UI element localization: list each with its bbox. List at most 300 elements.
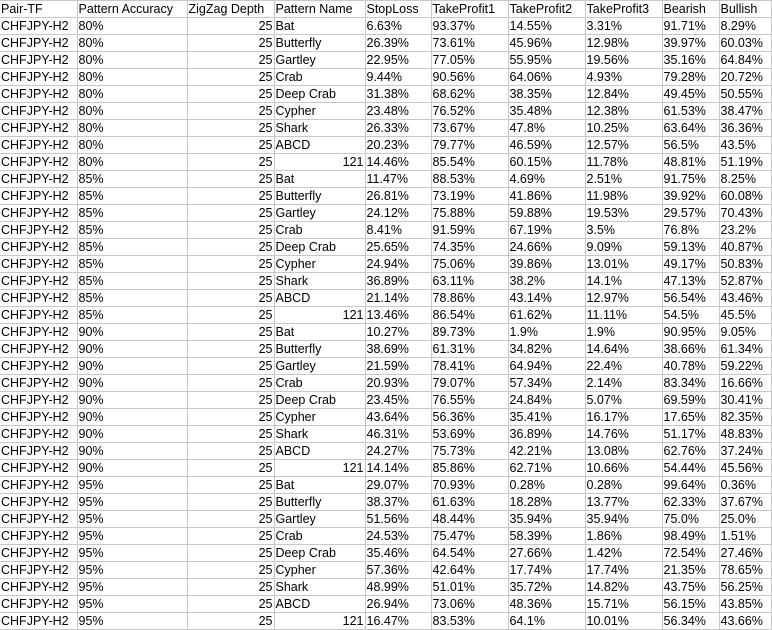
table-cell[interactable]: 8.41% bbox=[365, 222, 431, 239]
table-cell[interactable]: 22.4% bbox=[585, 358, 662, 375]
table-cell[interactable]: 95% bbox=[77, 562, 187, 579]
table-cell[interactable]: 14.1% bbox=[585, 273, 662, 290]
table-cell[interactable]: 25 bbox=[187, 273, 274, 290]
table-cell[interactable]: CHFJPY-H2 bbox=[0, 511, 77, 528]
table-cell[interactable]: 90% bbox=[77, 324, 187, 341]
table-cell[interactable]: 25 bbox=[187, 18, 274, 35]
table-cell[interactable]: 25 bbox=[187, 511, 274, 528]
table-cell[interactable]: 37.67% bbox=[719, 494, 771, 511]
table-cell[interactable]: 80% bbox=[77, 86, 187, 103]
table-cell[interactable]: 59.13% bbox=[662, 239, 719, 256]
table-cell[interactable]: 79.07% bbox=[431, 375, 508, 392]
header-cell-pattern-accuracy[interactable]: Pattern Accuracy bbox=[77, 1, 187, 18]
table-cell[interactable]: 56.34% bbox=[662, 613, 719, 630]
table-cell[interactable]: 24.27% bbox=[365, 443, 431, 460]
table-cell[interactable]: 12.97% bbox=[585, 290, 662, 307]
table-cell[interactable]: 43.14% bbox=[508, 290, 585, 307]
table-cell[interactable]: 23.48% bbox=[365, 103, 431, 120]
table-cell[interactable]: 85.86% bbox=[431, 460, 508, 477]
table-cell[interactable]: 25 bbox=[187, 35, 274, 52]
table-cell[interactable]: 39.86% bbox=[508, 256, 585, 273]
table-cell[interactable]: 61.31% bbox=[431, 341, 508, 358]
table-cell[interactable]: CHFJPY-H2 bbox=[0, 545, 77, 562]
header-cell-pair-tf[interactable]: Pair-TF bbox=[0, 1, 77, 18]
table-cell[interactable]: 73.67% bbox=[431, 120, 508, 137]
table-cell[interactable]: 85% bbox=[77, 256, 187, 273]
table-cell[interactable]: 90% bbox=[77, 443, 187, 460]
table-cell[interactable]: CHFJPY-H2 bbox=[0, 222, 77, 239]
table-cell[interactable]: CHFJPY-H2 bbox=[0, 579, 77, 596]
table-cell[interactable]: 52.87% bbox=[719, 273, 771, 290]
table-cell[interactable]: 90% bbox=[77, 358, 187, 375]
table-cell[interactable]: 2.51% bbox=[585, 171, 662, 188]
table-cell[interactable]: 17.65% bbox=[662, 409, 719, 426]
table-cell[interactable]: 25 bbox=[187, 613, 274, 630]
table-cell[interactable]: 95% bbox=[77, 528, 187, 545]
table-cell[interactable]: Shark bbox=[274, 426, 365, 443]
table-cell[interactable]: 0.36% bbox=[719, 477, 771, 494]
table-cell[interactable]: 26.39% bbox=[365, 35, 431, 52]
table-cell[interactable]: 95% bbox=[77, 545, 187, 562]
table-cell[interactable]: 64.54% bbox=[431, 545, 508, 562]
table-cell[interactable]: 56.54% bbox=[662, 290, 719, 307]
table-cell[interactable]: 20.23% bbox=[365, 137, 431, 154]
table-cell[interactable]: 76.8% bbox=[662, 222, 719, 239]
table-cell[interactable]: 38.37% bbox=[365, 494, 431, 511]
table-cell[interactable]: 48.36% bbox=[508, 596, 585, 613]
table-cell[interactable]: 1.42% bbox=[585, 545, 662, 562]
table-cell[interactable]: 35.48% bbox=[508, 103, 585, 120]
table-cell[interactable]: 11.11% bbox=[585, 307, 662, 324]
table-cell[interactable]: 6.63% bbox=[365, 18, 431, 35]
table-cell[interactable]: 121 bbox=[274, 613, 365, 630]
table-cell[interactable]: 19.53% bbox=[585, 205, 662, 222]
table-cell[interactable]: 98.49% bbox=[662, 528, 719, 545]
table-cell[interactable]: 43.64% bbox=[365, 409, 431, 426]
table-cell[interactable]: 64.84% bbox=[719, 52, 771, 69]
table-cell[interactable]: CHFJPY-H2 bbox=[0, 375, 77, 392]
table-cell[interactable]: 80% bbox=[77, 137, 187, 154]
table-cell[interactable]: 74.35% bbox=[431, 239, 508, 256]
header-cell-pattern-name[interactable]: Pattern Name bbox=[274, 1, 365, 18]
table-cell[interactable]: 64.94% bbox=[508, 358, 585, 375]
table-cell[interactable]: 1.9% bbox=[508, 324, 585, 341]
table-cell[interactable]: 90% bbox=[77, 392, 187, 409]
table-cell[interactable]: 91.59% bbox=[431, 222, 508, 239]
table-cell[interactable]: 78.65% bbox=[719, 562, 771, 579]
table-cell[interactable]: 42.21% bbox=[508, 443, 585, 460]
table-cell[interactable]: 82.35% bbox=[719, 409, 771, 426]
table-cell[interactable]: 9.44% bbox=[365, 69, 431, 86]
table-cell[interactable]: 85% bbox=[77, 239, 187, 256]
table-cell[interactable]: 95% bbox=[77, 477, 187, 494]
table-cell[interactable]: 95% bbox=[77, 613, 187, 630]
table-cell[interactable]: 11.78% bbox=[585, 154, 662, 171]
table-cell[interactable]: 25 bbox=[187, 120, 274, 137]
table-cell[interactable]: 48.99% bbox=[365, 579, 431, 596]
table-cell[interactable]: 12.98% bbox=[585, 35, 662, 52]
table-cell[interactable]: 21.14% bbox=[365, 290, 431, 307]
header-cell-bearish[interactable]: Bearish bbox=[662, 1, 719, 18]
table-cell[interactable]: Shark bbox=[274, 273, 365, 290]
table-cell[interactable]: Cypher bbox=[274, 256, 365, 273]
table-cell[interactable]: CHFJPY-H2 bbox=[0, 171, 77, 188]
table-cell[interactable]: 35.16% bbox=[662, 52, 719, 69]
table-cell[interactable]: 25 bbox=[187, 341, 274, 358]
table-cell[interactable]: 9.05% bbox=[719, 324, 771, 341]
table-cell[interactable]: 36.89% bbox=[365, 273, 431, 290]
table-cell[interactable]: 21.35% bbox=[662, 562, 719, 579]
table-cell[interactable]: 3.31% bbox=[585, 18, 662, 35]
table-cell[interactable]: 15.71% bbox=[585, 596, 662, 613]
table-cell[interactable]: 49.17% bbox=[662, 256, 719, 273]
table-cell[interactable]: 90% bbox=[77, 341, 187, 358]
table-cell[interactable]: Gartley bbox=[274, 205, 365, 222]
table-cell[interactable]: CHFJPY-H2 bbox=[0, 137, 77, 154]
table-cell[interactable]: 27.46% bbox=[719, 545, 771, 562]
table-cell[interactable]: 26.81% bbox=[365, 188, 431, 205]
table-cell[interactable]: 57.34% bbox=[508, 375, 585, 392]
table-cell[interactable]: 76.52% bbox=[431, 103, 508, 120]
table-cell[interactable]: 25 bbox=[187, 188, 274, 205]
table-cell[interactable]: 45.5% bbox=[719, 307, 771, 324]
table-cell[interactable]: 80% bbox=[77, 154, 187, 171]
table-cell[interactable]: Bat bbox=[274, 18, 365, 35]
table-cell[interactable]: 60.08% bbox=[719, 188, 771, 205]
table-cell[interactable]: 22.95% bbox=[365, 52, 431, 69]
table-cell[interactable]: 95% bbox=[77, 511, 187, 528]
table-cell[interactable]: 17.74% bbox=[585, 562, 662, 579]
table-cell[interactable]: 85% bbox=[77, 222, 187, 239]
table-cell[interactable]: 25 bbox=[187, 324, 274, 341]
table-cell[interactable]: 75.06% bbox=[431, 256, 508, 273]
table-cell[interactable]: ABCD bbox=[274, 443, 365, 460]
table-cell[interactable]: 85% bbox=[77, 188, 187, 205]
table-cell[interactable]: 37.24% bbox=[719, 443, 771, 460]
table-cell[interactable]: CHFJPY-H2 bbox=[0, 52, 77, 69]
table-cell[interactable]: 75.88% bbox=[431, 205, 508, 222]
table-cell[interactable]: Crab bbox=[274, 375, 365, 392]
table-cell[interactable]: 43.46% bbox=[719, 290, 771, 307]
table-cell[interactable]: 67.19% bbox=[508, 222, 585, 239]
table-cell[interactable]: 25 bbox=[187, 239, 274, 256]
table-cell[interactable]: 9.09% bbox=[585, 239, 662, 256]
table-cell[interactable]: 56.5% bbox=[662, 137, 719, 154]
table-cell[interactable]: 77.05% bbox=[431, 52, 508, 69]
table-cell[interactable]: 17.74% bbox=[508, 562, 585, 579]
table-cell[interactable]: ABCD bbox=[274, 137, 365, 154]
table-cell[interactable]: 38.47% bbox=[719, 103, 771, 120]
table-cell[interactable]: 24.94% bbox=[365, 256, 431, 273]
table-cell[interactable]: 50.83% bbox=[719, 256, 771, 273]
table-cell[interactable]: 10.25% bbox=[585, 120, 662, 137]
table-cell[interactable]: 121 bbox=[274, 307, 365, 324]
table-cell[interactable]: 95% bbox=[77, 596, 187, 613]
table-cell[interactable]: 24.66% bbox=[508, 239, 585, 256]
table-cell[interactable]: 25 bbox=[187, 256, 274, 273]
table-cell[interactable]: 29.57% bbox=[662, 205, 719, 222]
table-cell[interactable]: 85% bbox=[77, 290, 187, 307]
table-cell[interactable]: 4.69% bbox=[508, 171, 585, 188]
table-cell[interactable]: Gartley bbox=[274, 358, 365, 375]
table-cell[interactable]: 25 bbox=[187, 171, 274, 188]
table-cell[interactable]: 25 bbox=[187, 460, 274, 477]
table-cell[interactable]: 27.66% bbox=[508, 545, 585, 562]
table-cell[interactable]: CHFJPY-H2 bbox=[0, 35, 77, 52]
table-cell[interactable]: 25.0% bbox=[719, 511, 771, 528]
table-cell[interactable]: ABCD bbox=[274, 290, 365, 307]
table-cell[interactable]: 55.95% bbox=[508, 52, 585, 69]
table-cell[interactable]: CHFJPY-H2 bbox=[0, 290, 77, 307]
table-cell[interactable]: 78.86% bbox=[431, 290, 508, 307]
table-cell[interactable]: 25 bbox=[187, 358, 274, 375]
header-cell-bullish[interactable]: Bullish bbox=[719, 1, 771, 18]
table-cell[interactable]: 13.01% bbox=[585, 256, 662, 273]
table-cell[interactable]: 10.66% bbox=[585, 460, 662, 477]
table-cell[interactable]: 49.45% bbox=[662, 86, 719, 103]
table-cell[interactable]: 38.2% bbox=[508, 273, 585, 290]
table-cell[interactable]: 85% bbox=[77, 171, 187, 188]
table-cell[interactable]: 40.87% bbox=[719, 239, 771, 256]
table-cell[interactable]: 58.39% bbox=[508, 528, 585, 545]
table-cell[interactable]: 1.9% bbox=[585, 324, 662, 341]
table-cell[interactable]: 1.86% bbox=[585, 528, 662, 545]
table-cell[interactable]: 121 bbox=[274, 460, 365, 477]
header-cell-stoploss[interactable]: StopLoss bbox=[365, 1, 431, 18]
table-cell[interactable]: 18.28% bbox=[508, 494, 585, 511]
table-cell[interactable]: 14.76% bbox=[585, 426, 662, 443]
table-cell[interactable]: 70.43% bbox=[719, 205, 771, 222]
table-cell[interactable]: 25 bbox=[187, 375, 274, 392]
table-cell[interactable]: 25 bbox=[187, 222, 274, 239]
header-cell-takeprofit1[interactable]: TakeProfit1 bbox=[431, 1, 508, 18]
table-cell[interactable]: 43.75% bbox=[662, 579, 719, 596]
table-cell[interactable]: 72.54% bbox=[662, 545, 719, 562]
table-cell[interactable]: 13.46% bbox=[365, 307, 431, 324]
table-cell[interactable]: CHFJPY-H2 bbox=[0, 273, 77, 290]
table-cell[interactable]: Gartley bbox=[274, 511, 365, 528]
table-cell[interactable]: 80% bbox=[77, 52, 187, 69]
table-cell[interactable]: 19.56% bbox=[585, 52, 662, 69]
table-cell[interactable]: 14.46% bbox=[365, 154, 431, 171]
table-cell[interactable]: 89.73% bbox=[431, 324, 508, 341]
table-cell[interactable]: CHFJPY-H2 bbox=[0, 562, 77, 579]
table-cell[interactable]: 39.92% bbox=[662, 188, 719, 205]
table-cell[interactable]: CHFJPY-H2 bbox=[0, 239, 77, 256]
table-cell[interactable]: 80% bbox=[77, 69, 187, 86]
table-cell[interactable]: Deep Crab bbox=[274, 392, 365, 409]
table-cell[interactable]: CHFJPY-H2 bbox=[0, 409, 77, 426]
table-cell[interactable]: 61.62% bbox=[508, 307, 585, 324]
table-cell[interactable]: Bat bbox=[274, 477, 365, 494]
table-cell[interactable]: 56.15% bbox=[662, 596, 719, 613]
table-cell[interactable]: 16.17% bbox=[585, 409, 662, 426]
table-cell[interactable]: ABCD bbox=[274, 596, 365, 613]
table-cell[interactable]: 25 bbox=[187, 562, 274, 579]
table-cell[interactable]: 90% bbox=[77, 375, 187, 392]
table-cell[interactable]: 16.47% bbox=[365, 613, 431, 630]
table-cell[interactable]: 68.62% bbox=[431, 86, 508, 103]
table-cell[interactable]: 25 bbox=[187, 154, 274, 171]
table-cell[interactable]: 20.93% bbox=[365, 375, 431, 392]
table-cell[interactable]: 2.14% bbox=[585, 375, 662, 392]
table-cell[interactable]: 73.06% bbox=[431, 596, 508, 613]
table-cell[interactable]: 51.19% bbox=[719, 154, 771, 171]
table-cell[interactable]: 83.34% bbox=[662, 375, 719, 392]
table-cell[interactable]: 91.71% bbox=[662, 18, 719, 35]
table-cell[interactable]: 25 bbox=[187, 596, 274, 613]
table-cell[interactable]: 85% bbox=[77, 205, 187, 222]
table-cell[interactable]: 1.51% bbox=[719, 528, 771, 545]
table-cell[interactable]: 40.78% bbox=[662, 358, 719, 375]
table-cell[interactable]: CHFJPY-H2 bbox=[0, 120, 77, 137]
table-cell[interactable]: 12.84% bbox=[585, 86, 662, 103]
table-cell[interactable]: 16.66% bbox=[719, 375, 771, 392]
table-cell[interactable]: CHFJPY-H2 bbox=[0, 69, 77, 86]
table-cell[interactable]: 80% bbox=[77, 103, 187, 120]
table-cell[interactable]: 69.59% bbox=[662, 392, 719, 409]
table-cell[interactable]: 35.72% bbox=[508, 579, 585, 596]
table-cell[interactable]: Deep Crab bbox=[274, 239, 365, 256]
table-cell[interactable]: 11.98% bbox=[585, 188, 662, 205]
table-cell[interactable]: 41.86% bbox=[508, 188, 585, 205]
table-cell[interactable]: CHFJPY-H2 bbox=[0, 154, 77, 171]
table-cell[interactable]: 26.33% bbox=[365, 120, 431, 137]
table-cell[interactable]: Deep Crab bbox=[274, 545, 365, 562]
table-cell[interactable]: 80% bbox=[77, 35, 187, 52]
table-cell[interactable]: 78.41% bbox=[431, 358, 508, 375]
table-cell[interactable]: CHFJPY-H2 bbox=[0, 307, 77, 324]
table-cell[interactable]: 25 bbox=[187, 494, 274, 511]
table-cell[interactable]: 26.94% bbox=[365, 596, 431, 613]
table-cell[interactable]: 75.0% bbox=[662, 511, 719, 528]
header-cell-takeprofit3[interactable]: TakeProfit3 bbox=[585, 1, 662, 18]
table-cell[interactable]: 31.38% bbox=[365, 86, 431, 103]
table-cell[interactable]: 86.54% bbox=[431, 307, 508, 324]
table-cell[interactable]: 85.54% bbox=[431, 154, 508, 171]
table-cell[interactable]: 95% bbox=[77, 579, 187, 596]
table-cell[interactable]: Cypher bbox=[274, 409, 365, 426]
table-cell[interactable]: 54.44% bbox=[662, 460, 719, 477]
table-cell[interactable]: 38.66% bbox=[662, 341, 719, 358]
table-cell[interactable]: 79.77% bbox=[431, 137, 508, 154]
table-cell[interactable]: CHFJPY-H2 bbox=[0, 358, 77, 375]
table-cell[interactable]: 51.56% bbox=[365, 511, 431, 528]
table-cell[interactable]: 60.03% bbox=[719, 35, 771, 52]
table-cell[interactable]: 0.28% bbox=[585, 477, 662, 494]
table-cell[interactable]: 85% bbox=[77, 307, 187, 324]
table-cell[interactable]: 76.55% bbox=[431, 392, 508, 409]
table-cell[interactable]: 35.94% bbox=[585, 511, 662, 528]
table-cell[interactable]: 61.63% bbox=[431, 494, 508, 511]
table-cell[interactable]: 12.57% bbox=[585, 137, 662, 154]
table-cell[interactable]: 25 bbox=[187, 528, 274, 545]
table-cell[interactable]: 25 bbox=[187, 307, 274, 324]
table-cell[interactable]: 88.53% bbox=[431, 171, 508, 188]
table-cell[interactable]: 43.5% bbox=[719, 137, 771, 154]
table-cell[interactable]: 5.07% bbox=[585, 392, 662, 409]
table-cell[interactable]: 43.66% bbox=[719, 613, 771, 630]
table-cell[interactable]: 14.14% bbox=[365, 460, 431, 477]
table-cell[interactable]: Bat bbox=[274, 171, 365, 188]
table-cell[interactable]: 48.81% bbox=[662, 154, 719, 171]
table-cell[interactable]: CHFJPY-H2 bbox=[0, 528, 77, 545]
table-cell[interactable]: 64.06% bbox=[508, 69, 585, 86]
table-cell[interactable]: 85% bbox=[77, 273, 187, 290]
table-cell[interactable]: 90% bbox=[77, 460, 187, 477]
table-cell[interactable]: CHFJPY-H2 bbox=[0, 426, 77, 443]
table-cell[interactable]: 51.17% bbox=[662, 426, 719, 443]
table-cell[interactable]: 25 bbox=[187, 69, 274, 86]
table-cell[interactable]: 38.35% bbox=[508, 86, 585, 103]
table-cell[interactable]: 99.64% bbox=[662, 477, 719, 494]
table-cell[interactable]: 56.25% bbox=[719, 579, 771, 596]
table-cell[interactable]: CHFJPY-H2 bbox=[0, 86, 77, 103]
table-cell[interactable]: 36.36% bbox=[719, 120, 771, 137]
table-cell[interactable]: 8.29% bbox=[719, 18, 771, 35]
table-cell[interactable]: 121 bbox=[274, 154, 365, 171]
table-cell[interactable]: 25 bbox=[187, 103, 274, 120]
table-cell[interactable]: 25 bbox=[187, 477, 274, 494]
table-cell[interactable]: 62.76% bbox=[662, 443, 719, 460]
table-cell[interactable]: 23.2% bbox=[719, 222, 771, 239]
table-cell[interactable]: 75.73% bbox=[431, 443, 508, 460]
table-cell[interactable]: CHFJPY-H2 bbox=[0, 103, 77, 120]
table-cell[interactable]: 70.93% bbox=[431, 477, 508, 494]
table-cell[interactable]: 54.5% bbox=[662, 307, 719, 324]
table-cell[interactable]: CHFJPY-H2 bbox=[0, 341, 77, 358]
table-cell[interactable]: 35.94% bbox=[508, 511, 585, 528]
table-cell[interactable]: Butterfly bbox=[274, 341, 365, 358]
table-cell[interactable]: 11.47% bbox=[365, 171, 431, 188]
table-cell[interactable]: 46.59% bbox=[508, 137, 585, 154]
table-cell[interactable]: 10.27% bbox=[365, 324, 431, 341]
table-cell[interactable]: 39.97% bbox=[662, 35, 719, 52]
table-cell[interactable]: 45.96% bbox=[508, 35, 585, 52]
table-cell[interactable]: 30.41% bbox=[719, 392, 771, 409]
table-cell[interactable]: 42.64% bbox=[431, 562, 508, 579]
table-cell[interactable]: 25 bbox=[187, 443, 274, 460]
table-cell[interactable]: 20.72% bbox=[719, 69, 771, 86]
table-cell[interactable]: 59.22% bbox=[719, 358, 771, 375]
table-cell[interactable]: 60.15% bbox=[508, 154, 585, 171]
table-cell[interactable]: 25 bbox=[187, 205, 274, 222]
table-cell[interactable]: Crab bbox=[274, 69, 365, 86]
table-cell[interactable]: 50.55% bbox=[719, 86, 771, 103]
table-cell[interactable]: 83.53% bbox=[431, 613, 508, 630]
table-cell[interactable]: CHFJPY-H2 bbox=[0, 392, 77, 409]
table-cell[interactable]: CHFJPY-H2 bbox=[0, 256, 77, 273]
table-cell[interactable]: Butterfly bbox=[274, 35, 365, 52]
table-cell[interactable]: Crab bbox=[274, 222, 365, 239]
table-cell[interactable]: 24.12% bbox=[365, 205, 431, 222]
table-cell[interactable]: 63.11% bbox=[431, 273, 508, 290]
table-cell[interactable]: CHFJPY-H2 bbox=[0, 460, 77, 477]
table-cell[interactable]: 14.55% bbox=[508, 18, 585, 35]
table-cell[interactable]: Shark bbox=[274, 579, 365, 596]
table-cell[interactable]: CHFJPY-H2 bbox=[0, 18, 77, 35]
table-cell[interactable]: CHFJPY-H2 bbox=[0, 205, 77, 222]
table-cell[interactable]: CHFJPY-H2 bbox=[0, 494, 77, 511]
table-cell[interactable]: Shark bbox=[274, 120, 365, 137]
table-cell[interactable]: 25 bbox=[187, 52, 274, 69]
table-cell[interactable]: 29.07% bbox=[365, 477, 431, 494]
table-cell[interactable]: 63.64% bbox=[662, 120, 719, 137]
table-cell[interactable]: 10.01% bbox=[585, 613, 662, 630]
table-cell[interactable]: 73.19% bbox=[431, 188, 508, 205]
table-cell[interactable]: 23.45% bbox=[365, 392, 431, 409]
table-cell[interactable]: 80% bbox=[77, 18, 187, 35]
